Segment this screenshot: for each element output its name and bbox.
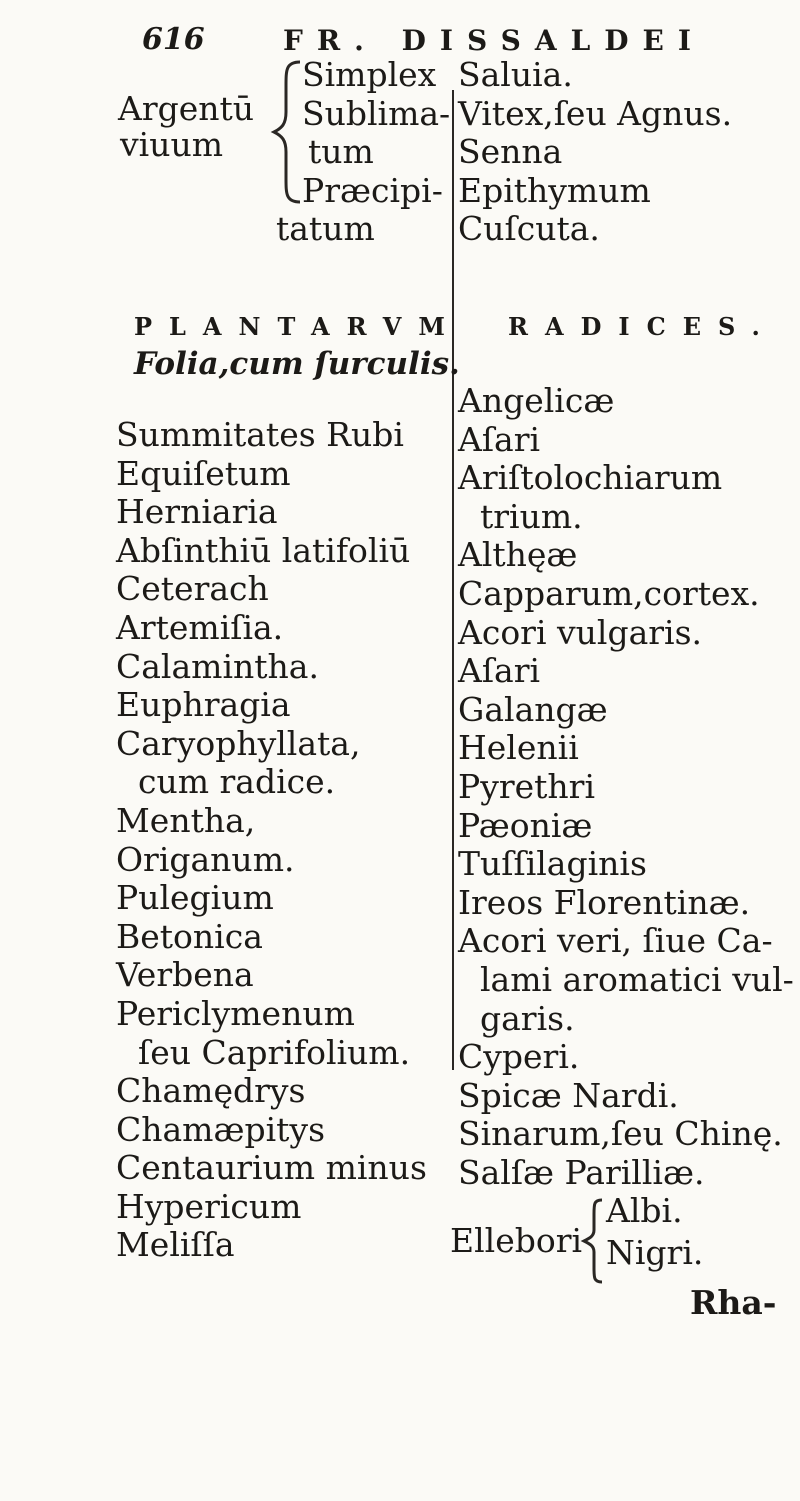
catchword: Rha- [690, 1283, 777, 1322]
list-item: Pulegium [116, 878, 274, 918]
list-item: Senna [458, 132, 563, 172]
list-item: Acori vulgaris. [458, 612, 703, 652]
list-item: Hypericum [116, 1186, 302, 1226]
list-item: cum radice. [138, 762, 336, 802]
list-item: Vitex,ſeu Agnus. [458, 93, 733, 133]
curly-brace-icon [580, 1196, 606, 1286]
list-item: Tuſſilaginis [458, 844, 647, 884]
list-item: Chamędrys [116, 1071, 306, 1111]
list-item: Origanum. [116, 839, 295, 879]
list-item: Summitates Rubi [116, 415, 404, 454]
list-item: Pæoniæ [458, 805, 593, 845]
list-item: Saluia. [458, 55, 573, 94]
ellebori-option-albi: Albi. [606, 1191, 683, 1230]
list-item: Betonica [116, 916, 263, 956]
group-label-line-1: Argentū [118, 89, 255, 128]
list-item: tatum [276, 209, 375, 249]
list-item: Centaurium minus [116, 1148, 427, 1188]
list-item: Salſæ Parilliæ. [458, 1152, 705, 1192]
list-item: ſeu Caprifolium. [138, 1032, 411, 1072]
list-item: Spicæ Nardi. [458, 1075, 679, 1115]
list-item: Equiſetum [116, 453, 291, 493]
top-left-list [276, 55, 451, 249]
left-list [116, 416, 427, 1265]
list-item: Capparum,cortex. [458, 573, 760, 613]
list-item: lami aromatici vul- [480, 959, 794, 999]
list-item: Helenii [458, 728, 579, 768]
list-item: Herniaria [116, 492, 278, 532]
list-item: Cyperi. [458, 1037, 580, 1077]
list-item: trium. [480, 496, 583, 536]
list-item: Periclymenum [116, 993, 355, 1033]
list-item: Ceterach [116, 569, 269, 609]
list-item: Galangæ [458, 689, 608, 729]
group-label-line-2: viuum [120, 125, 223, 164]
list-item: Caryophyllata, [116, 723, 361, 763]
list-item: Præcipi- [302, 170, 443, 210]
list-item: Pyrethri [458, 766, 595, 806]
list-item: Sinarum,ſeu Chinę. [458, 1114, 783, 1154]
list-item: Cuſcuta. [458, 209, 600, 249]
list-item: Chamæpitys [116, 1109, 326, 1149]
list-item: Ariſtolochiarum [458, 458, 723, 498]
list-item: Mentha, [116, 800, 256, 840]
list-item: Artemiſia. [116, 607, 284, 647]
list-item: Simplex [302, 55, 437, 94]
section-heading-radices: RADICES. [508, 312, 777, 341]
list-item: Epithymum [458, 170, 651, 210]
list-item: garis. [480, 998, 575, 1038]
section-subheading: Folia,cum ſurculis. [134, 346, 460, 382]
column-divider [452, 90, 454, 1070]
list-item: Aſari [458, 651, 541, 691]
list-item: Acori veri, ſiue Ca- [458, 921, 773, 961]
list-item: Euphragia [116, 685, 291, 725]
running-title: FR. DISSALDEI [283, 24, 705, 57]
right-list [458, 382, 794, 1192]
ellebori-option-nigri: Nigri. [606, 1233, 704, 1272]
list-item: Meliſſa [116, 1225, 235, 1265]
list-item: Calamintha. [116, 646, 319, 686]
list-item: Verbena [116, 955, 254, 995]
list-item: Aſari [458, 419, 541, 459]
list-item: Ireos Florentinæ. [458, 882, 751, 922]
section-heading-plantarum: PLANTARVM [134, 312, 462, 341]
list-item: Sublima- [302, 93, 451, 133]
page-number: 616 [142, 22, 205, 57]
ellebori-label: Ellebori [450, 1221, 583, 1260]
list-item: tum [308, 132, 374, 172]
list-item: Abſinthiū latifoliū [116, 530, 411, 570]
top-right-list [458, 56, 732, 249]
list-item: Althęæ [458, 535, 578, 575]
list-item: Angelicæ [458, 381, 615, 420]
